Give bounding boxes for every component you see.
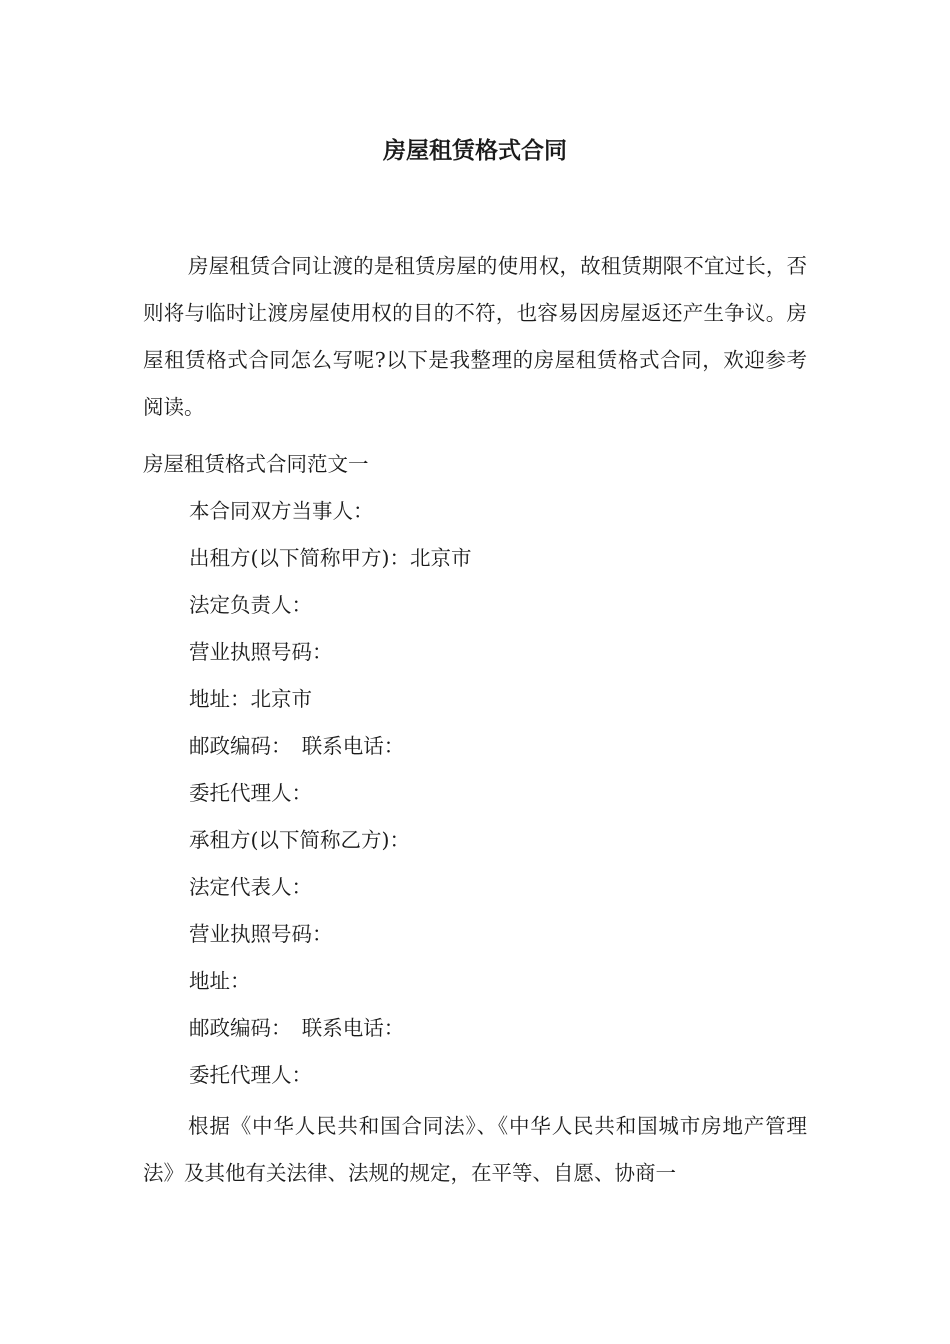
section-heading: 房屋租赁格式合同范文一 <box>143 452 369 476</box>
contract-line: 营业执照号码： <box>189 922 333 946</box>
document-title: 房屋租赁格式合同 <box>383 138 567 164</box>
contract-line: 法定负责人： <box>189 593 312 617</box>
contract-line: 地址： <box>189 969 251 993</box>
contract-line: 承租方(以下简称乙方)： <box>189 828 410 852</box>
contract-line: 委托代理人： <box>189 1063 312 1087</box>
contract-line: 出租方(以下简称甲方)：北京市 <box>189 546 472 570</box>
closing-paragraph: 根据《中华人民共和国合同法》、《中华人民共和国城市房地产管理法》及其他有关法律、法规的规定，在平等、自愿、协商一 <box>143 1114 807 1185</box>
contract-line: 委托代理人： <box>189 781 312 805</box>
contract-line: 营业执照号码： <box>189 640 333 664</box>
contract-line: 地址：北京市 <box>189 687 312 711</box>
contract-line: 邮政编码： 联系电话： <box>189 734 405 758</box>
contract-line: 法定代表人： <box>189 875 312 899</box>
contract-line: 本合同双方当事人： <box>189 499 374 523</box>
contract-line: 邮政编码： 联系电话： <box>189 1016 405 1040</box>
intro-paragraph: 房屋租赁合同让渡的是租赁房屋的使用权，故租赁期限不宜过长，否则将与临时让渡房屋使用权的目的不符，也容易因房屋返还产生争议。房屋租赁格式合同怎么写呢?以下是我整理的房屋租赁格式合同，欢迎参考阅读。 <box>143 254 807 419</box>
